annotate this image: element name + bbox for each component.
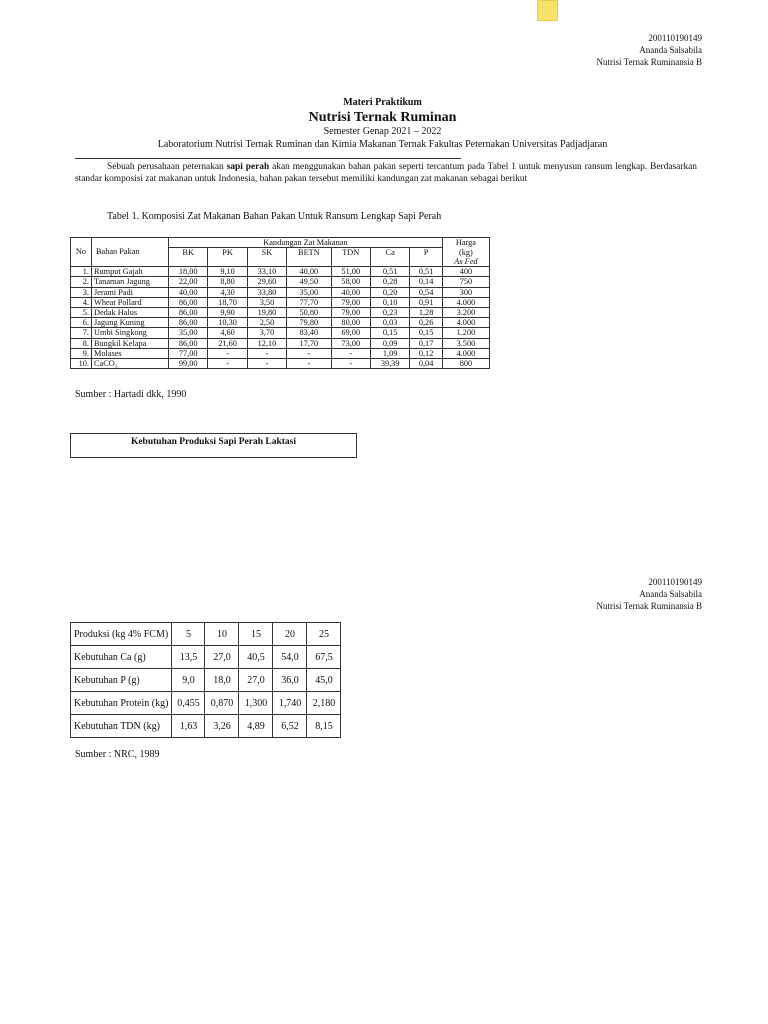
cell-value: 18,0 <box>205 669 239 692</box>
cell-value: 1,740 <box>273 692 307 715</box>
table-row <box>71 277 490 287</box>
cell-value: 36,0 <box>273 669 307 692</box>
table-row <box>71 715 341 738</box>
cell-value: 10 <box>205 623 239 646</box>
cell-betn: 83,40 <box>287 328 331 338</box>
cell-bk: 22,00 <box>169 277 208 287</box>
head-tdn: TDN <box>331 248 370 267</box>
table-row <box>71 623 341 646</box>
cell-harga: 4.000 <box>442 318 489 328</box>
cell-harga: 750 <box>442 277 489 287</box>
cell-value: 1,63 <box>172 715 205 738</box>
intro-paragraph: Sebuah perusahaan peternakan sapi perah akan menggunakan bahan pakan seperti tercantum pada Tabel 1 untuk menyusun ransum lengkap. Berdasarkan standar komposisi zat makanan untuk Indonesia, bahan pakan tersebut memiliki kandungan zat makanan sebagai berikut <box>75 162 697 184</box>
table1-caption: Tabel 1. Komposisi Zat Makanan Bahan Pakan Untuk Ransum Lengkap Sapi Perah <box>107 211 442 222</box>
cell-p: 0,04 <box>410 358 443 368</box>
semester: Semester Genap 2021 – 2022 <box>323 126 442 137</box>
student-name: Ananda Salsabila <box>639 45 702 55</box>
cell-p: 0,54 <box>410 287 443 297</box>
cell-tdn: 69,00 <box>331 328 370 338</box>
cell-label: Kebutuhan Protein (kg) <box>71 692 172 715</box>
cell-p: 0,12 <box>410 348 443 358</box>
cell-bahan: Bungkil Kelapa <box>92 338 169 348</box>
course-name: Nutrisi Ternak Ruminansia B <box>596 57 702 67</box>
cell-pk: 8,80 <box>208 277 247 287</box>
cell-no: 7. <box>71 328 92 338</box>
cell-value: 4,89 <box>239 715 273 738</box>
cell-no: 1. <box>71 267 92 277</box>
cell-pk: - <box>208 348 247 358</box>
head-p: P <box>410 248 443 267</box>
divider <box>75 158 461 159</box>
cell-pk: 9,10 <box>208 267 247 277</box>
cell-p: 0,91 <box>410 297 443 307</box>
cell-bk: 86,00 <box>169 338 208 348</box>
cell-bk: 86,00 <box>169 318 208 328</box>
cell-pk: 4,30 <box>208 287 247 297</box>
cell-tdn: 80,00 <box>331 318 370 328</box>
cell-label: Kebutuhan TDN (kg) <box>71 715 172 738</box>
cell-label: Produksi (kg 4% FCM) <box>71 623 172 646</box>
cell-ca: 0,10 <box>370 297 409 307</box>
cell-ca: 0,28 <box>370 277 409 287</box>
cell-value: 27,0 <box>205 646 239 669</box>
head-sk: SK <box>247 248 286 267</box>
cell-value: 67,5 <box>307 646 341 669</box>
cell-value: 0,870 <box>205 692 239 715</box>
table-row <box>71 297 490 307</box>
cell-bahan: Jerami Padi <box>92 287 169 297</box>
cell-pk: 18,70 <box>208 297 247 307</box>
cell-value: 5 <box>172 623 205 646</box>
cell-sk: - <box>247 358 286 368</box>
table-row <box>71 358 490 368</box>
cell-no: 2. <box>71 277 92 287</box>
cell-bk: 77,00 <box>169 348 208 358</box>
cell-betn: 35,00 <box>287 287 331 297</box>
cell-sk: 2,50 <box>247 318 286 328</box>
document-title: Nutrisi Ternak Ruminan <box>308 110 457 125</box>
course-name: Nutrisi Ternak Ruminansia B <box>596 601 702 611</box>
table-row <box>71 338 490 348</box>
cell-ca: 0,03 <box>370 318 409 328</box>
head-ca: Ca <box>370 248 409 267</box>
requirements-box-title: Kebutuhan Produksi Sapi Perah Laktasi <box>70 433 357 458</box>
cell-tdn: 40,00 <box>331 287 370 297</box>
cell-harga: 3.200 <box>442 307 489 317</box>
table-row <box>71 692 341 715</box>
cell-no: 4. <box>71 297 92 307</box>
student-name: Ananda Salsabila <box>639 589 702 599</box>
cell-pk: 9,90 <box>208 307 247 317</box>
cell-no: 9. <box>71 348 92 358</box>
cell-bk: 35,00 <box>169 328 208 338</box>
cell-pk: 21,60 <box>208 338 247 348</box>
cell-tdn: 73,00 <box>331 338 370 348</box>
cell-p: 0,14 <box>410 277 443 287</box>
table2-source: Sumber : NRC, 1989 <box>75 749 160 760</box>
cell-value: 27,0 <box>239 669 273 692</box>
cell-sk: 12,10 <box>247 338 286 348</box>
sticky-note-icon <box>537 0 558 21</box>
cell-value: 45,0 <box>307 669 341 692</box>
cell-betn: - <box>287 358 331 368</box>
cell-no: 3. <box>71 287 92 297</box>
cell-bahan: Molases <box>92 348 169 358</box>
head-no: No <box>71 238 92 267</box>
cell-value: 13,5 <box>172 646 205 669</box>
page-header-2 <box>597 576 702 612</box>
cell-value: 8,15 <box>307 715 341 738</box>
cell-bahan: Dedak Halus <box>92 307 169 317</box>
student-id: 200110190149 <box>648 577 702 587</box>
cell-bk: 86,00 <box>169 307 208 317</box>
cell-betn: 79,80 <box>287 318 331 328</box>
cell-value: 20 <box>273 623 307 646</box>
cell-bk: 86,00 <box>169 297 208 307</box>
head-pk: PK <box>208 248 247 267</box>
cell-value: 3,26 <box>205 715 239 738</box>
head-asfed: As Fed <box>442 257 489 267</box>
cell-sk: - <box>247 348 286 358</box>
page-header-1 <box>597 32 702 68</box>
cell-p: 0,17 <box>410 338 443 348</box>
table-row <box>71 646 341 669</box>
requirements-table <box>70 622 341 738</box>
cell-pk: - <box>208 358 247 368</box>
cell-bk: 18,00 <box>169 267 208 277</box>
cell-no: 6. <box>71 318 92 328</box>
cell-bahan: Jagung Kuning <box>92 318 169 328</box>
cell-label: Kebutuhan P (g) <box>71 669 172 692</box>
cell-sk: 3,50 <box>247 297 286 307</box>
cell-value: 6,52 <box>273 715 307 738</box>
cell-sk: 33,10 <box>247 267 286 277</box>
cell-p: 1,28 <box>410 307 443 317</box>
cell-harga: 4.000 <box>442 297 489 307</box>
cell-ca: 39,39 <box>370 358 409 368</box>
cell-bahan: Umbi Singkong <box>92 328 169 338</box>
cell-value: 1,300 <box>239 692 273 715</box>
cell-bahan: CaCO₃ <box>92 358 169 368</box>
cell-sk: 19,80 <box>247 307 286 317</box>
cell-bk: 99,00 <box>169 358 208 368</box>
cell-ca: 0,20 <box>370 287 409 297</box>
head-harga: Harga <box>442 238 489 248</box>
cell-value: 15 <box>239 623 273 646</box>
cell-harga: 800 <box>442 358 489 368</box>
head-harga-unit: (kg) <box>442 248 489 257</box>
cell-harga: 4.000 <box>442 348 489 358</box>
cell-harga: 300 <box>442 287 489 297</box>
cell-value: 25 <box>307 623 341 646</box>
table-row <box>71 267 490 277</box>
cell-pk: 10,30 <box>208 318 247 328</box>
cell-tdn: 79,00 <box>331 297 370 307</box>
student-id: 200110190149 <box>648 33 702 43</box>
table-row <box>71 287 490 297</box>
cell-betn: 17,70 <box>287 338 331 348</box>
cell-tdn: 79,00 <box>331 307 370 317</box>
cell-betn: 49,50 <box>287 277 331 287</box>
table1-source: Sumber : Hartadi dkk, 1990 <box>75 389 187 400</box>
cell-harga: 1.200 <box>442 328 489 338</box>
cell-betn: - <box>287 348 331 358</box>
cell-ca: 1,09 <box>370 348 409 358</box>
cell-ca: 0,23 <box>370 307 409 317</box>
table-row <box>71 328 490 338</box>
cell-p: 0,15 <box>410 328 443 338</box>
table-row <box>71 318 490 328</box>
cell-betn: 77,70 <box>287 297 331 307</box>
cell-pk: 4,60 <box>208 328 247 338</box>
head-kandungan: Kandungan Zat Makanan <box>169 238 443 248</box>
requirements-table-body <box>71 623 341 738</box>
composition-table <box>70 237 490 369</box>
cell-value: 2,180 <box>307 692 341 715</box>
cell-tdn: - <box>331 348 370 358</box>
cell-no: 10. <box>71 358 92 368</box>
cell-ca: 0,09 <box>370 338 409 348</box>
cell-tdn: - <box>331 358 370 368</box>
cell-value: 9,0 <box>172 669 205 692</box>
cell-bahan: Tanaman Jagung <box>92 277 169 287</box>
cell-betn: 40,00 <box>287 267 331 277</box>
cell-p: 0,51 <box>410 267 443 277</box>
kicker: Materi Praktikum <box>343 97 422 108</box>
cell-ca: 0,51 <box>370 267 409 277</box>
cell-no: 5. <box>71 307 92 317</box>
cell-sk: 3,70 <box>247 328 286 338</box>
cell-ca: 0,15 <box>370 328 409 338</box>
cell-bahan: Rumput Gajah <box>92 267 169 277</box>
head-betn: BETN <box>287 248 331 267</box>
head-bk: BK <box>169 248 208 267</box>
cell-tdn: 51,00 <box>331 267 370 277</box>
cell-no: 8. <box>71 338 92 348</box>
cell-harga: 400 <box>442 267 489 277</box>
table-row <box>71 307 490 317</box>
cell-value: 40,5 <box>239 646 273 669</box>
composition-table-body <box>71 267 490 369</box>
table-row <box>71 669 341 692</box>
cell-betn: 50,80 <box>287 307 331 317</box>
cell-tdn: 58,00 <box>331 277 370 287</box>
lab-name: Laboratorium Nutrisi Ternak Ruminan dan Kimia Makanan Ternak Fakultas Peternakan Universitas Padjadjaran <box>157 139 608 150</box>
head-bahan: Bahan Pakan <box>92 238 169 267</box>
cell-label: Kebutuhan Ca (g) <box>71 646 172 669</box>
cell-sk: 33,80 <box>247 287 286 297</box>
cell-sk: 29,60 <box>247 277 286 287</box>
cell-value: 0,455 <box>172 692 205 715</box>
cell-bk: 40,00 <box>169 287 208 297</box>
cell-bahan: Wheat Pollard <box>92 297 169 307</box>
cell-harga: 3.500 <box>442 338 489 348</box>
table-row <box>71 348 490 358</box>
cell-p: 0,26 <box>410 318 443 328</box>
cell-value: 54,0 <box>273 646 307 669</box>
